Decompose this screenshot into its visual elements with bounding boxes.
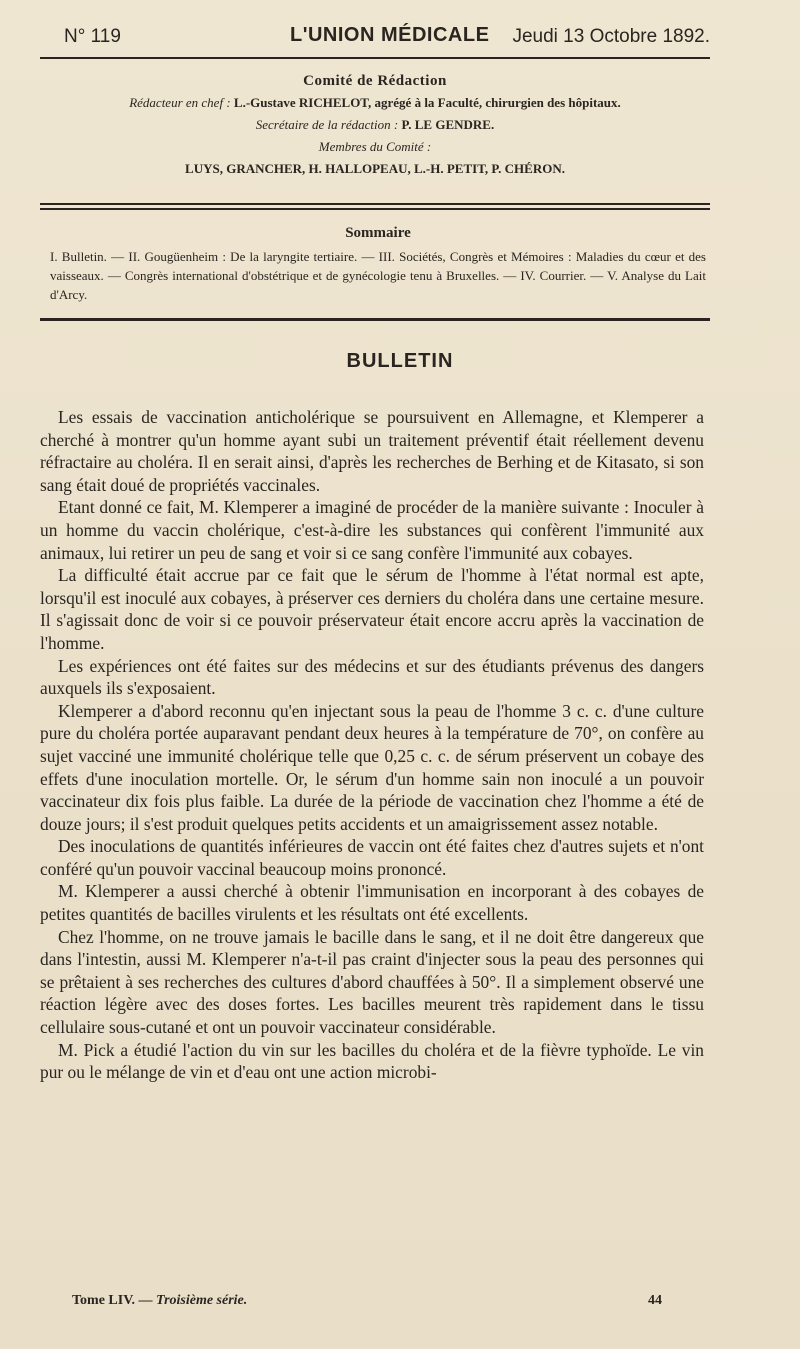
bulletin-title: BULLETIN: [346, 350, 454, 372]
paragraph: Des inoculations de quantités inférieures de vaccin ont été faites chez d'autres sujets et n'ont conféré qu'un pouvoir vaccinal beaucoup moins prononcé.: [40, 836, 704, 879]
issue-number: N° 119: [64, 26, 121, 47]
paragraph: Chez l'homme, on ne trouve jamais le bacille dans le sang, et il ne doit être dangereux que dans l'intestin, aussi M. Klemperer n'a-t-il pas craint d'injecter sous la peau des personnes qui se prêtaient à ses recherches des cultures d'abord chauffées à 50°. Il a simplement observé une réaction légère avec des doses fortes. Les bacilles meurent très rapidement dans le tissu cellulaire sous-cutané et ont un pouvoir vaccinateur considérable.: [40, 926, 704, 1038]
members-label: Membres du Comité :: [318, 139, 432, 154]
paragraph: M. Pick a étudié l'action du vin sur les bacilles du choléra et de la fièvre typhoïde. Le vin pur ou le mélange de vin et d'eau ont une action microbi-: [40, 1039, 704, 1083]
page-number: 44: [648, 1293, 662, 1308]
bulletin-text: [40, 406, 704, 1084]
paragraph: La difficulté était accrue par ce fait que le sérum de l'homme à l'état normal est apte, lorsqu'il est inoculé aux cobayes, à préserver ces derniers du choléra dans une certaine mesure. Il s'agissait donc de voir si ce pouvoir préservateur était encore accru après la vaccination de l'homme.: [40, 565, 704, 653]
committee-heading: Comité de Rédaction: [303, 73, 447, 89]
editorial-committee: [40, 70, 710, 180]
journal-title: L'UNION MÉDICALE: [290, 24, 490, 46]
secretary-line: Secrétaire de la rédaction : P. LE GENDRE.: [255, 117, 495, 132]
table-of-contents: [50, 224, 706, 304]
contents-rule: [40, 318, 710, 321]
members-list: LUYS, GRANCHER, H. HALLOPEAU, L.-H. PETIT, P. CHÉRON.: [185, 161, 565, 176]
double-rule-top: [40, 203, 710, 205]
contents-heading: Sommaire: [345, 225, 411, 241]
paragraph: Etant donné ce fait, M. Klemperer a imaginé de procéder de la manière suivante : Inoculer à un homme du vaccin cholérique, c'est-à-dire les substances qui confèrent l'immunité aux animaux, lui retirer un peu de sang et voir si ce sang confère l'immunité aux cobayes.: [40, 497, 704, 563]
header-rule: [40, 57, 710, 59]
editor-in-chief-line: Rédacteur en chef : L.-Gustave RICHELOT, agrégé à la Faculté, chirurgien des hôpitaux.: [129, 95, 621, 110]
issue-date: Jeudi 13 Octobre 1892.: [512, 26, 710, 47]
paragraph: Klemperer a d'abord reconnu qu'en injectant sous la peau de l'homme 3 c. c. d'une culture pure du choléra portée auparavant pendant deux heures à la température de 70°, on confère au sujet vacciné une immunité cholérique telle que 0,25 c. c. de sérum préservent un cobaye des effets d'une inoculation mortelle. Or, le sérum d'un homme sain non inoculé a un pouvoir vaccinateur dix fois plus faible. La durée de la période de vaccination chez l'homme a été de douze jours; il s'est produit quelques petits accidents et un amaigrissement assez notable.: [40, 700, 704, 834]
volume-label: Tome LIV. — Troisième série.: [72, 1293, 248, 1308]
paragraph: Les expériences ont été faites sur des médecins et sur des étudiants prévenus des dangers auxquels ils s'exposaient.: [40, 655, 704, 699]
contents-body: I. Bulletin. — II. Gougüenheim : De la laryngite tertiaire. — III. Sociétés, Congrès et Mémoires : Maladies du cœur et des vaisseaux. — Congrès international d'obstétrique et de gynécologie tenu à Bruxelles. — IV. Courrier. — V. Analyse du Lait d'Arcy.: [50, 249, 706, 302]
paragraph: Les essais de vaccination anticholérique se poursuivent en Allemagne, et Klemperer a cherché à montrer qu'un homme ayant subi un traitement préventif était réellement devenu réfractaire au choléra. Il en serait ainsi, d'après les recherches de Berhing et de Kitasato, si son sang était doué de propriétés vaccinales.: [40, 407, 704, 495]
page-header: [50, 22, 710, 54]
double-rule-bottom: [40, 208, 710, 210]
paragraph: M. Klemperer a aussi cherché à obtenir l'immunisation en incorporant à des cobayes de petites quantités de bacilles virulents et les résultats ont été excellents.: [40, 881, 704, 925]
